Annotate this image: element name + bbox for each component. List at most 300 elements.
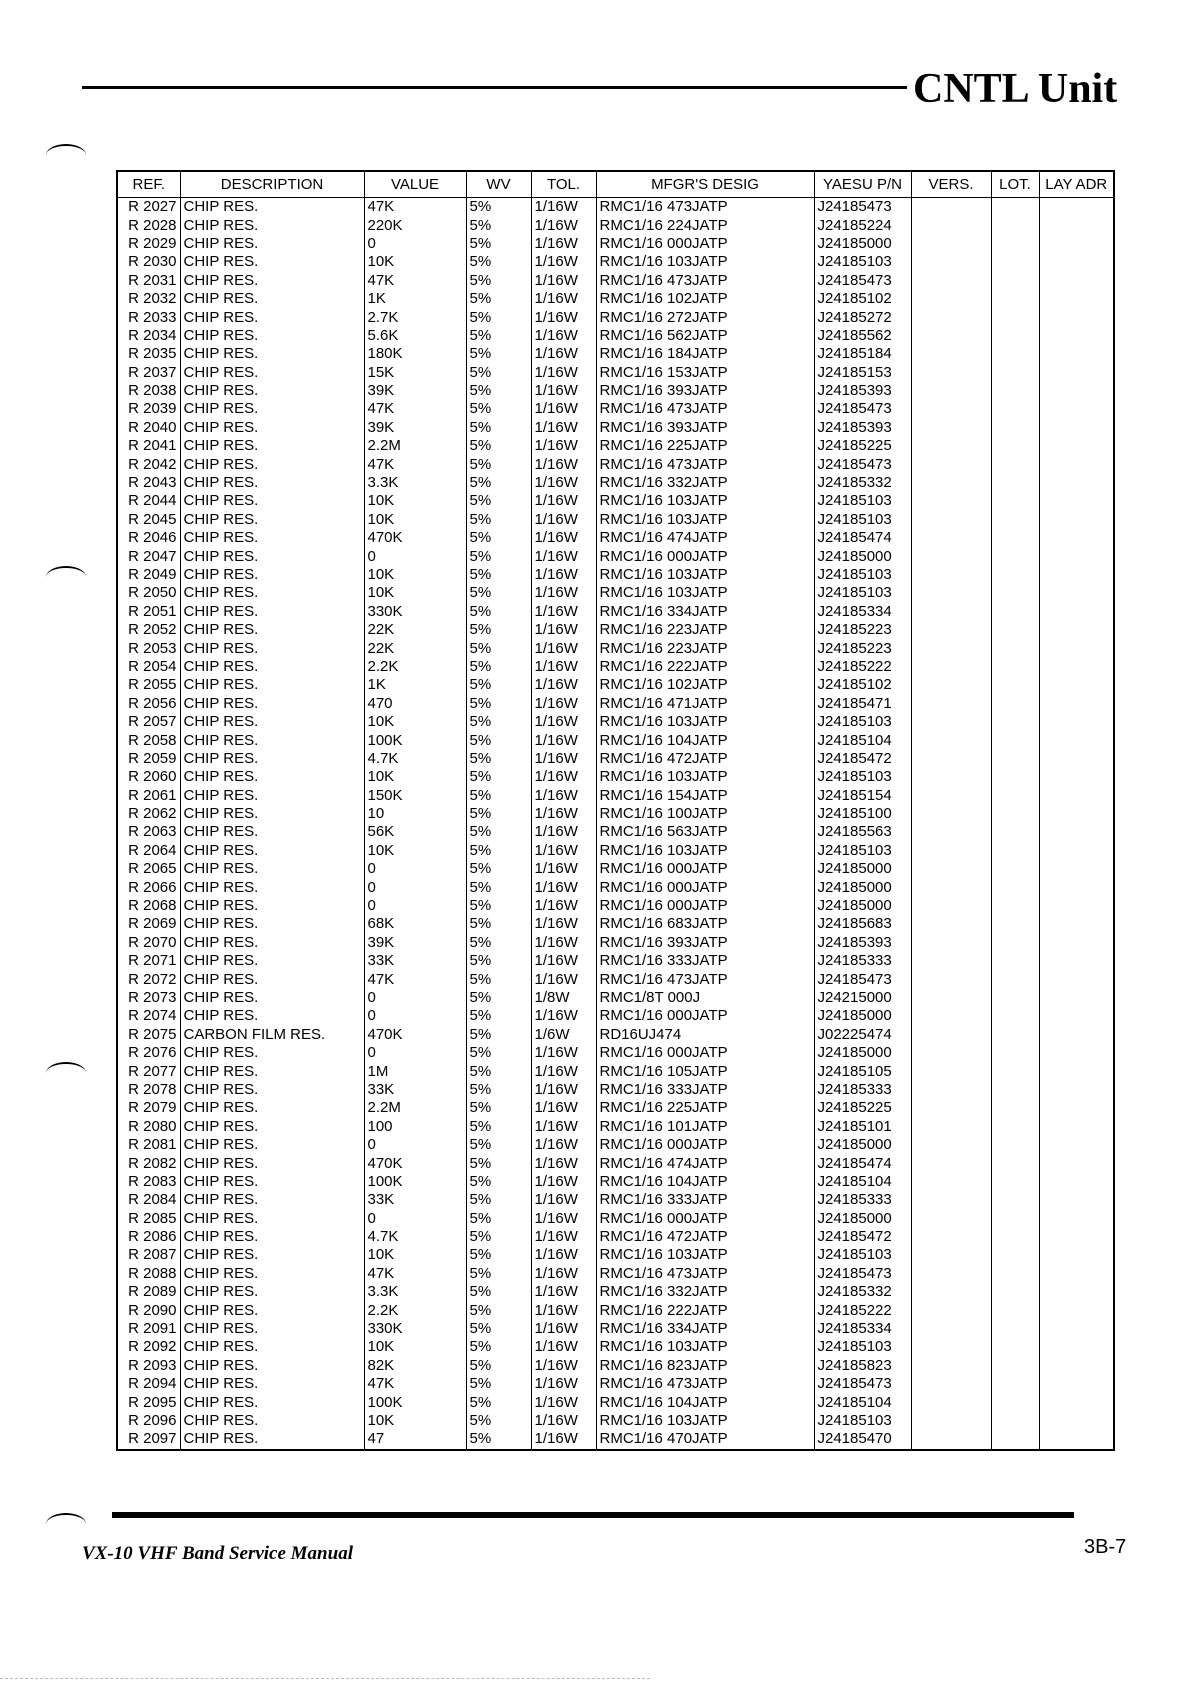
table-cell <box>991 1173 1039 1191</box>
table-cell <box>911 805 991 823</box>
table-cell <box>991 419 1039 437</box>
table-cell: CHIP RES. <box>180 1099 364 1117</box>
table-cell: 1/16W <box>531 639 596 657</box>
table-cell: 1/16W <box>531 1320 596 1338</box>
table-cell: 5% <box>466 253 531 271</box>
table-cell: 1/16W <box>531 345 596 363</box>
table-cell: R 2073 <box>117 989 180 1007</box>
table-cell: CHIP RES. <box>180 474 364 492</box>
table-cell: J24185471 <box>814 695 911 713</box>
table-cell <box>1039 768 1114 786</box>
table-cell: CHIP RES. <box>180 603 364 621</box>
table-cell <box>911 934 991 952</box>
table-cell: R 2086 <box>117 1228 180 1246</box>
table-row <box>117 1173 1114 1191</box>
table-cell: J24185222 <box>814 1301 911 1319</box>
table-cell: J24185473 <box>814 272 911 290</box>
table-cell <box>911 1044 991 1062</box>
table-cell: 10K <box>364 253 466 271</box>
table-cell: R 2056 <box>117 695 180 713</box>
table-cell: R 2047 <box>117 547 180 565</box>
table-cell: 1/16W <box>531 511 596 529</box>
table-cell: 1/16W <box>531 1375 596 1393</box>
table-row <box>117 1062 1114 1080</box>
table-cell: 1/16W <box>531 290 596 308</box>
table-row <box>117 1136 1114 1154</box>
table-cell <box>1039 1154 1114 1172</box>
binding-hole-mark <box>46 566 86 588</box>
table-row <box>117 235 1114 253</box>
table-cell: 100K <box>364 731 466 749</box>
table-row <box>117 952 1114 970</box>
table-cell: J24185184 <box>814 345 911 363</box>
table-cell: RMC1/16 000JATP <box>596 860 814 878</box>
table-cell <box>1039 1283 1114 1301</box>
table-cell: 1/16W <box>531 1044 596 1062</box>
table-cell: J24185224 <box>814 216 911 234</box>
table-cell: J24185103 <box>814 566 911 584</box>
table-row <box>117 511 1114 529</box>
table-cell <box>991 1357 1039 1375</box>
table-cell: R 2096 <box>117 1412 180 1430</box>
table-cell: 1/16W <box>531 695 596 713</box>
scan-artifact-line <box>0 1678 650 1679</box>
table-cell: 1/16W <box>531 842 596 860</box>
table-cell: R 2083 <box>117 1173 180 1191</box>
table-row <box>117 1099 1114 1117</box>
table-cell: 10K <box>364 768 466 786</box>
table-cell: J24185102 <box>814 676 911 694</box>
table-cell <box>911 695 991 713</box>
table-cell <box>991 1026 1039 1044</box>
table-cell: CHIP RES. <box>180 1320 364 1338</box>
table-cell: J24185103 <box>814 253 911 271</box>
table-cell: CHIP RES. <box>180 235 364 253</box>
table-cell: 39K <box>364 382 466 400</box>
table-cell: 10K <box>364 511 466 529</box>
table-cell <box>1039 308 1114 326</box>
table-cell: 5% <box>466 272 531 290</box>
table-cell <box>991 308 1039 326</box>
binding-hole-mark <box>46 1513 86 1535</box>
table-cell: R 2046 <box>117 529 180 547</box>
table-cell: R 2027 <box>117 198 180 217</box>
table-cell: 1/16W <box>531 492 596 510</box>
table-cell: J24185473 <box>814 400 911 418</box>
table-cell <box>991 1154 1039 1172</box>
table-cell: R 2094 <box>117 1375 180 1393</box>
table-cell <box>1039 1081 1114 1099</box>
table-cell: CHIP RES. <box>180 253 364 271</box>
table-cell: 0 <box>364 235 466 253</box>
table-row <box>117 1081 1114 1099</box>
table-row <box>117 1357 1114 1375</box>
table-cell <box>991 1191 1039 1209</box>
table-cell <box>1039 915 1114 933</box>
table-cell: J24185393 <box>814 934 911 952</box>
table-cell: 5% <box>466 731 531 749</box>
table-cell <box>911 1136 991 1154</box>
table-cell <box>991 1118 1039 1136</box>
table-row <box>117 860 1114 878</box>
table-cell: J24185470 <box>814 1430 911 1449</box>
table-cell: 47K <box>364 400 466 418</box>
table-cell <box>991 915 1039 933</box>
table-cell: CHIP RES. <box>180 1118 364 1136</box>
table-cell <box>1039 1338 1114 1356</box>
table-cell <box>991 1265 1039 1283</box>
table-cell: R 2029 <box>117 235 180 253</box>
table-row <box>117 676 1114 694</box>
table-cell <box>1039 235 1114 253</box>
table-cell: RMC1/16 474JATP <box>596 1154 814 1172</box>
table-cell: J24185103 <box>814 1412 911 1430</box>
table-cell <box>991 1246 1039 1264</box>
table-cell: 5% <box>466 768 531 786</box>
table-cell: R 2037 <box>117 364 180 382</box>
table-cell <box>911 1430 991 1449</box>
table-cell: 1K <box>364 676 466 694</box>
table-row <box>117 915 1114 933</box>
table-cell <box>991 327 1039 345</box>
table-cell <box>991 1136 1039 1154</box>
table-cell: 5% <box>466 474 531 492</box>
table-cell: R 2097 <box>117 1430 180 1449</box>
table-cell: 1/16W <box>531 915 596 933</box>
table-cell: J24185333 <box>814 1191 911 1209</box>
table-row <box>117 529 1114 547</box>
table-cell <box>991 529 1039 547</box>
table-cell: J24185473 <box>814 970 911 988</box>
table-row <box>117 603 1114 621</box>
table-cell: 5% <box>466 584 531 602</box>
table-cell: R 2053 <box>117 639 180 657</box>
table-cell: CHIP RES. <box>180 1430 364 1449</box>
table-cell: R 2071 <box>117 952 180 970</box>
table-cell <box>1039 400 1114 418</box>
table-cell: 220K <box>364 216 466 234</box>
table-cell: J24185000 <box>814 860 911 878</box>
table-cell <box>911 437 991 455</box>
table-cell: 5% <box>466 235 531 253</box>
table-cell: 5% <box>466 1375 531 1393</box>
table-cell: R 2043 <box>117 474 180 492</box>
table-cell <box>911 1081 991 1099</box>
table-cell <box>1039 639 1114 657</box>
table-cell <box>1039 1265 1114 1283</box>
table-cell: 1/16W <box>531 216 596 234</box>
table-cell: 5% <box>466 1430 531 1449</box>
table-row <box>117 1026 1114 1044</box>
table-cell: 0 <box>364 897 466 915</box>
table-cell: CHIP RES. <box>180 547 364 565</box>
table-row <box>117 1209 1114 1227</box>
table-row <box>117 695 1114 713</box>
table-cell: 1/16W <box>531 400 596 418</box>
table-cell: 47 <box>364 1430 466 1449</box>
table-cell: RMC1/16 103JATP <box>596 1338 814 1356</box>
table-cell <box>991 1062 1039 1080</box>
table-cell <box>991 1283 1039 1301</box>
table-cell: J24185473 <box>814 1265 911 1283</box>
table-cell: 1/16W <box>531 970 596 988</box>
table-cell: 330K <box>364 603 466 621</box>
table-cell <box>991 750 1039 768</box>
table-cell: R 2070 <box>117 934 180 952</box>
table-cell: J24185102 <box>814 290 911 308</box>
table-cell: 82K <box>364 1357 466 1375</box>
table-cell: 470K <box>364 529 466 547</box>
table-cell: 1/16W <box>531 1265 596 1283</box>
table-cell: 1/16W <box>531 253 596 271</box>
table-cell: CHIP RES. <box>180 566 364 584</box>
table-cell: RMC1/16 223JATP <box>596 639 814 657</box>
table-cell: 1/16W <box>531 621 596 639</box>
table-cell <box>911 1118 991 1136</box>
table-cell: 5% <box>466 1044 531 1062</box>
table-row <box>117 989 1114 1007</box>
table-cell: R 2080 <box>117 1118 180 1136</box>
table-cell: CHIP RES. <box>180 823 364 841</box>
table-cell: R 2089 <box>117 1283 180 1301</box>
table-cell: 5% <box>466 1301 531 1319</box>
table-cell: 5% <box>466 547 531 565</box>
table-cell: R 2088 <box>117 1265 180 1283</box>
table-cell: 100K <box>364 1173 466 1191</box>
table-cell: 10K <box>364 713 466 731</box>
table-cell: 0 <box>364 878 466 896</box>
table-cell <box>991 805 1039 823</box>
table-cell: 5% <box>466 1026 531 1044</box>
table-cell: CHIP RES. <box>180 1007 364 1025</box>
table-cell: CHIP RES. <box>180 1412 364 1430</box>
table-cell: CHIP RES. <box>180 860 364 878</box>
table-cell: 5% <box>466 915 531 933</box>
table-cell: 1/16W <box>531 768 596 786</box>
table-cell: RMC1/16 102JATP <box>596 676 814 694</box>
table-cell: CHIP RES. <box>180 584 364 602</box>
table-cell: J24185000 <box>814 1209 911 1227</box>
table-cell: 5% <box>466 823 531 841</box>
table-cell: 1/16W <box>531 934 596 952</box>
table-cell: J24185563 <box>814 823 911 841</box>
table-cell <box>911 1026 991 1044</box>
table-cell <box>1039 1062 1114 1080</box>
table-cell: RMC1/16 000JATP <box>596 1209 814 1227</box>
table-cell <box>991 547 1039 565</box>
table-cell: R 2081 <box>117 1136 180 1154</box>
table-cell: 5% <box>466 1412 531 1430</box>
table-row <box>117 805 1114 823</box>
table-cell: 5% <box>466 878 531 896</box>
table-cell <box>991 1228 1039 1246</box>
table-cell: RMC1/16 103JATP <box>596 842 814 860</box>
table-cell <box>911 253 991 271</box>
table-cell: RMC1/16 683JATP <box>596 915 814 933</box>
table-cell: 1/16W <box>531 897 596 915</box>
table-cell <box>1039 382 1114 400</box>
table-cell: 2.2K <box>364 1301 466 1319</box>
table-cell: R 2030 <box>117 253 180 271</box>
table-cell: 5% <box>466 364 531 382</box>
table-cell: 5% <box>466 529 531 547</box>
table-cell <box>1039 1357 1114 1375</box>
table-cell: CHIP RES. <box>180 1393 364 1411</box>
table-cell: 5% <box>466 1393 531 1411</box>
table-cell: J24185393 <box>814 419 911 437</box>
table-row <box>117 1283 1114 1301</box>
table-cell: J24185000 <box>814 1136 911 1154</box>
table-cell: 5% <box>466 658 531 676</box>
footer-rule <box>112 1512 1074 1518</box>
table-cell: 5% <box>466 455 531 473</box>
table-cell <box>991 1044 1039 1062</box>
table-cell: 470K <box>364 1154 466 1172</box>
table-cell: CHIP RES. <box>180 934 364 952</box>
table-cell: 5% <box>466 897 531 915</box>
table-cell: 5% <box>466 805 531 823</box>
table-cell <box>991 897 1039 915</box>
table-cell: 1/16W <box>531 1430 596 1449</box>
table-cell: 2.7K <box>364 308 466 326</box>
table-cell: CHIP RES. <box>180 1044 364 1062</box>
table-cell: RMC1/16 562JATP <box>596 327 814 345</box>
table-cell: 5% <box>466 1118 531 1136</box>
table-cell: CHIP RES. <box>180 511 364 529</box>
table-cell: J24185103 <box>814 1338 911 1356</box>
table-cell: CHIP RES. <box>180 1173 364 1191</box>
table-cell: 39K <box>364 934 466 952</box>
table-cell: RMC1/16 000JATP <box>596 878 814 896</box>
table-cell <box>911 1265 991 1283</box>
binding-hole-mark <box>46 144 86 166</box>
table-cell <box>911 1099 991 1117</box>
table-row <box>117 419 1114 437</box>
table-cell: RMC1/16 000JATP <box>596 1007 814 1025</box>
table-cell <box>991 676 1039 694</box>
table-cell: J24185332 <box>814 1283 911 1301</box>
table-cell: 1/16W <box>531 731 596 749</box>
table-cell <box>1039 1412 1114 1430</box>
table-cell: 5% <box>466 713 531 731</box>
table-cell: RMC1/16 334JATP <box>596 1320 814 1338</box>
table-cell: 1K <box>364 290 466 308</box>
table-cell: R 2052 <box>117 621 180 639</box>
table-cell <box>1039 492 1114 510</box>
table-cell <box>991 364 1039 382</box>
table-row <box>117 364 1114 382</box>
table-cell: 5% <box>466 290 531 308</box>
table-cell: 5% <box>466 1099 531 1117</box>
table-cell: RMC1/16 472JATP <box>596 1228 814 1246</box>
table-cell: 1/16W <box>531 1173 596 1191</box>
page-number: 3B-7 <box>1084 1536 1127 1558</box>
table-row <box>117 1044 1114 1062</box>
table-cell <box>1039 842 1114 860</box>
table-cell <box>911 1301 991 1319</box>
table-cell: 1/16W <box>531 823 596 841</box>
table-cell: RMC1/16 000JATP <box>596 547 814 565</box>
table-cell: RMC1/16 103JATP <box>596 768 814 786</box>
table-cell <box>911 787 991 805</box>
table-cell: 1/16W <box>531 1357 596 1375</box>
table-cell: R 2077 <box>117 1062 180 1080</box>
table-cell: R 2057 <box>117 713 180 731</box>
table-cell <box>911 327 991 345</box>
table-cell: J02225474 <box>814 1026 911 1044</box>
table-cell: 5% <box>466 216 531 234</box>
table-cell: R 2050 <box>117 584 180 602</box>
table-cell: J24185103 <box>814 713 911 731</box>
table-cell: CHIP RES. <box>180 382 364 400</box>
table-cell <box>911 198 991 217</box>
table-cell: 47K <box>364 272 466 290</box>
table-cell: J24185333 <box>814 952 911 970</box>
table-cell: RMC1/16 000JATP <box>596 1136 814 1154</box>
table-cell <box>911 1007 991 1025</box>
table-cell: 1/16W <box>531 676 596 694</box>
table-cell: CHIP RES. <box>180 455 364 473</box>
table-cell: R 2049 <box>117 566 180 584</box>
column-header: YAESU P/N <box>814 171 911 198</box>
table-cell <box>1039 1301 1114 1319</box>
table-cell <box>911 1062 991 1080</box>
table-cell <box>1039 1375 1114 1393</box>
table-cell: 5% <box>466 1191 531 1209</box>
table-cell: CHIP RES. <box>180 1081 364 1099</box>
table-cell: RMC1/16 102JATP <box>596 290 814 308</box>
table-cell: R 2041 <box>117 437 180 455</box>
table-cell: 1/16W <box>531 327 596 345</box>
table-cell: CHIP RES. <box>180 1338 364 1356</box>
table-cell: 1/16W <box>531 419 596 437</box>
table-cell <box>911 290 991 308</box>
table-cell: RMC1/16 472JATP <box>596 750 814 768</box>
table-cell: R 2066 <box>117 878 180 896</box>
table-row <box>117 639 1114 657</box>
table-cell: R 2068 <box>117 897 180 915</box>
table-cell <box>1039 713 1114 731</box>
table-cell: 5% <box>466 437 531 455</box>
table-cell: 0 <box>364 1007 466 1025</box>
table-cell: R 2076 <box>117 1044 180 1062</box>
table-cell: 5% <box>466 1338 531 1356</box>
table-row <box>117 272 1114 290</box>
table-row <box>117 1412 1114 1430</box>
table-cell: RMC1/16 000JATP <box>596 897 814 915</box>
table-cell <box>911 1154 991 1172</box>
column-header: REF. <box>117 171 180 198</box>
table-cell: 180K <box>364 345 466 363</box>
table-cell: 22K <box>364 639 466 657</box>
table-cell: RMC1/16 332JATP <box>596 1283 814 1301</box>
table-cell: RMC1/16 224JATP <box>596 216 814 234</box>
table-cell: J24185000 <box>814 1007 911 1025</box>
table-cell <box>1039 547 1114 565</box>
table-cell: RMC1/16 333JATP <box>596 1191 814 1209</box>
table-cell: CHIP RES. <box>180 308 364 326</box>
table-cell: RMC1/16 100JATP <box>596 805 814 823</box>
table-cell: 1M <box>364 1062 466 1080</box>
table-cell <box>911 1228 991 1246</box>
table-cell: 470 <box>364 695 466 713</box>
parts-list-table <box>116 170 1115 1451</box>
column-header: LAY ADR <box>1039 171 1114 198</box>
table-cell: J24185104 <box>814 731 911 749</box>
table-cell: RMC1/16 225JATP <box>596 437 814 455</box>
table-row <box>117 1154 1114 1172</box>
table-cell <box>1039 860 1114 878</box>
